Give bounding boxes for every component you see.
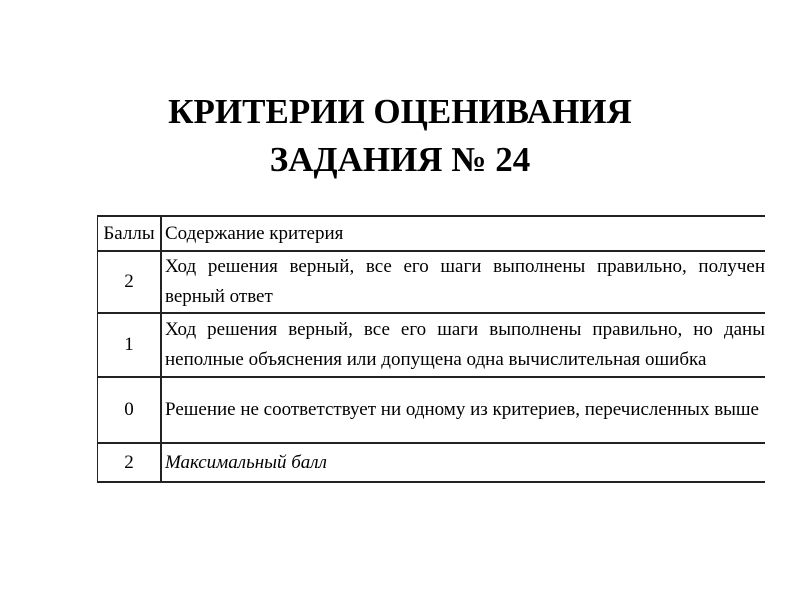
row-criterion: Ход решения верный, все его шаги выполнены правильно, но даны неполные объяснения или допущена одна вычислительная ошибка xyxy=(161,313,765,377)
row-score: 0 xyxy=(98,377,162,443)
title-line-1: КРИТЕРИИ ОЦЕНИВАНИЯ xyxy=(168,92,632,131)
header-score: Баллы xyxy=(98,216,162,251)
max-score-row xyxy=(98,443,766,482)
slide-title xyxy=(0,88,800,184)
header-criterion: Содержание критерия xyxy=(161,216,765,251)
row-score: 2 xyxy=(98,251,162,313)
table-row xyxy=(98,313,766,377)
table-row xyxy=(98,377,766,443)
row-criterion: Решение не соответствует ни одному из критериев, перечисленных выше xyxy=(161,377,765,443)
row-score: 1 xyxy=(98,313,162,377)
table-row xyxy=(98,251,766,313)
criteria-table xyxy=(97,215,765,483)
title-line-2: ЗАДАНИЯ № 24 xyxy=(269,140,531,179)
table-header-row xyxy=(98,216,766,251)
row-criterion: Ход решения верный, все его шаги выполнены правильно, получен верный ответ xyxy=(161,251,765,313)
max-score-label: Максимальный балл xyxy=(161,443,765,482)
max-score: 2 xyxy=(98,443,162,482)
